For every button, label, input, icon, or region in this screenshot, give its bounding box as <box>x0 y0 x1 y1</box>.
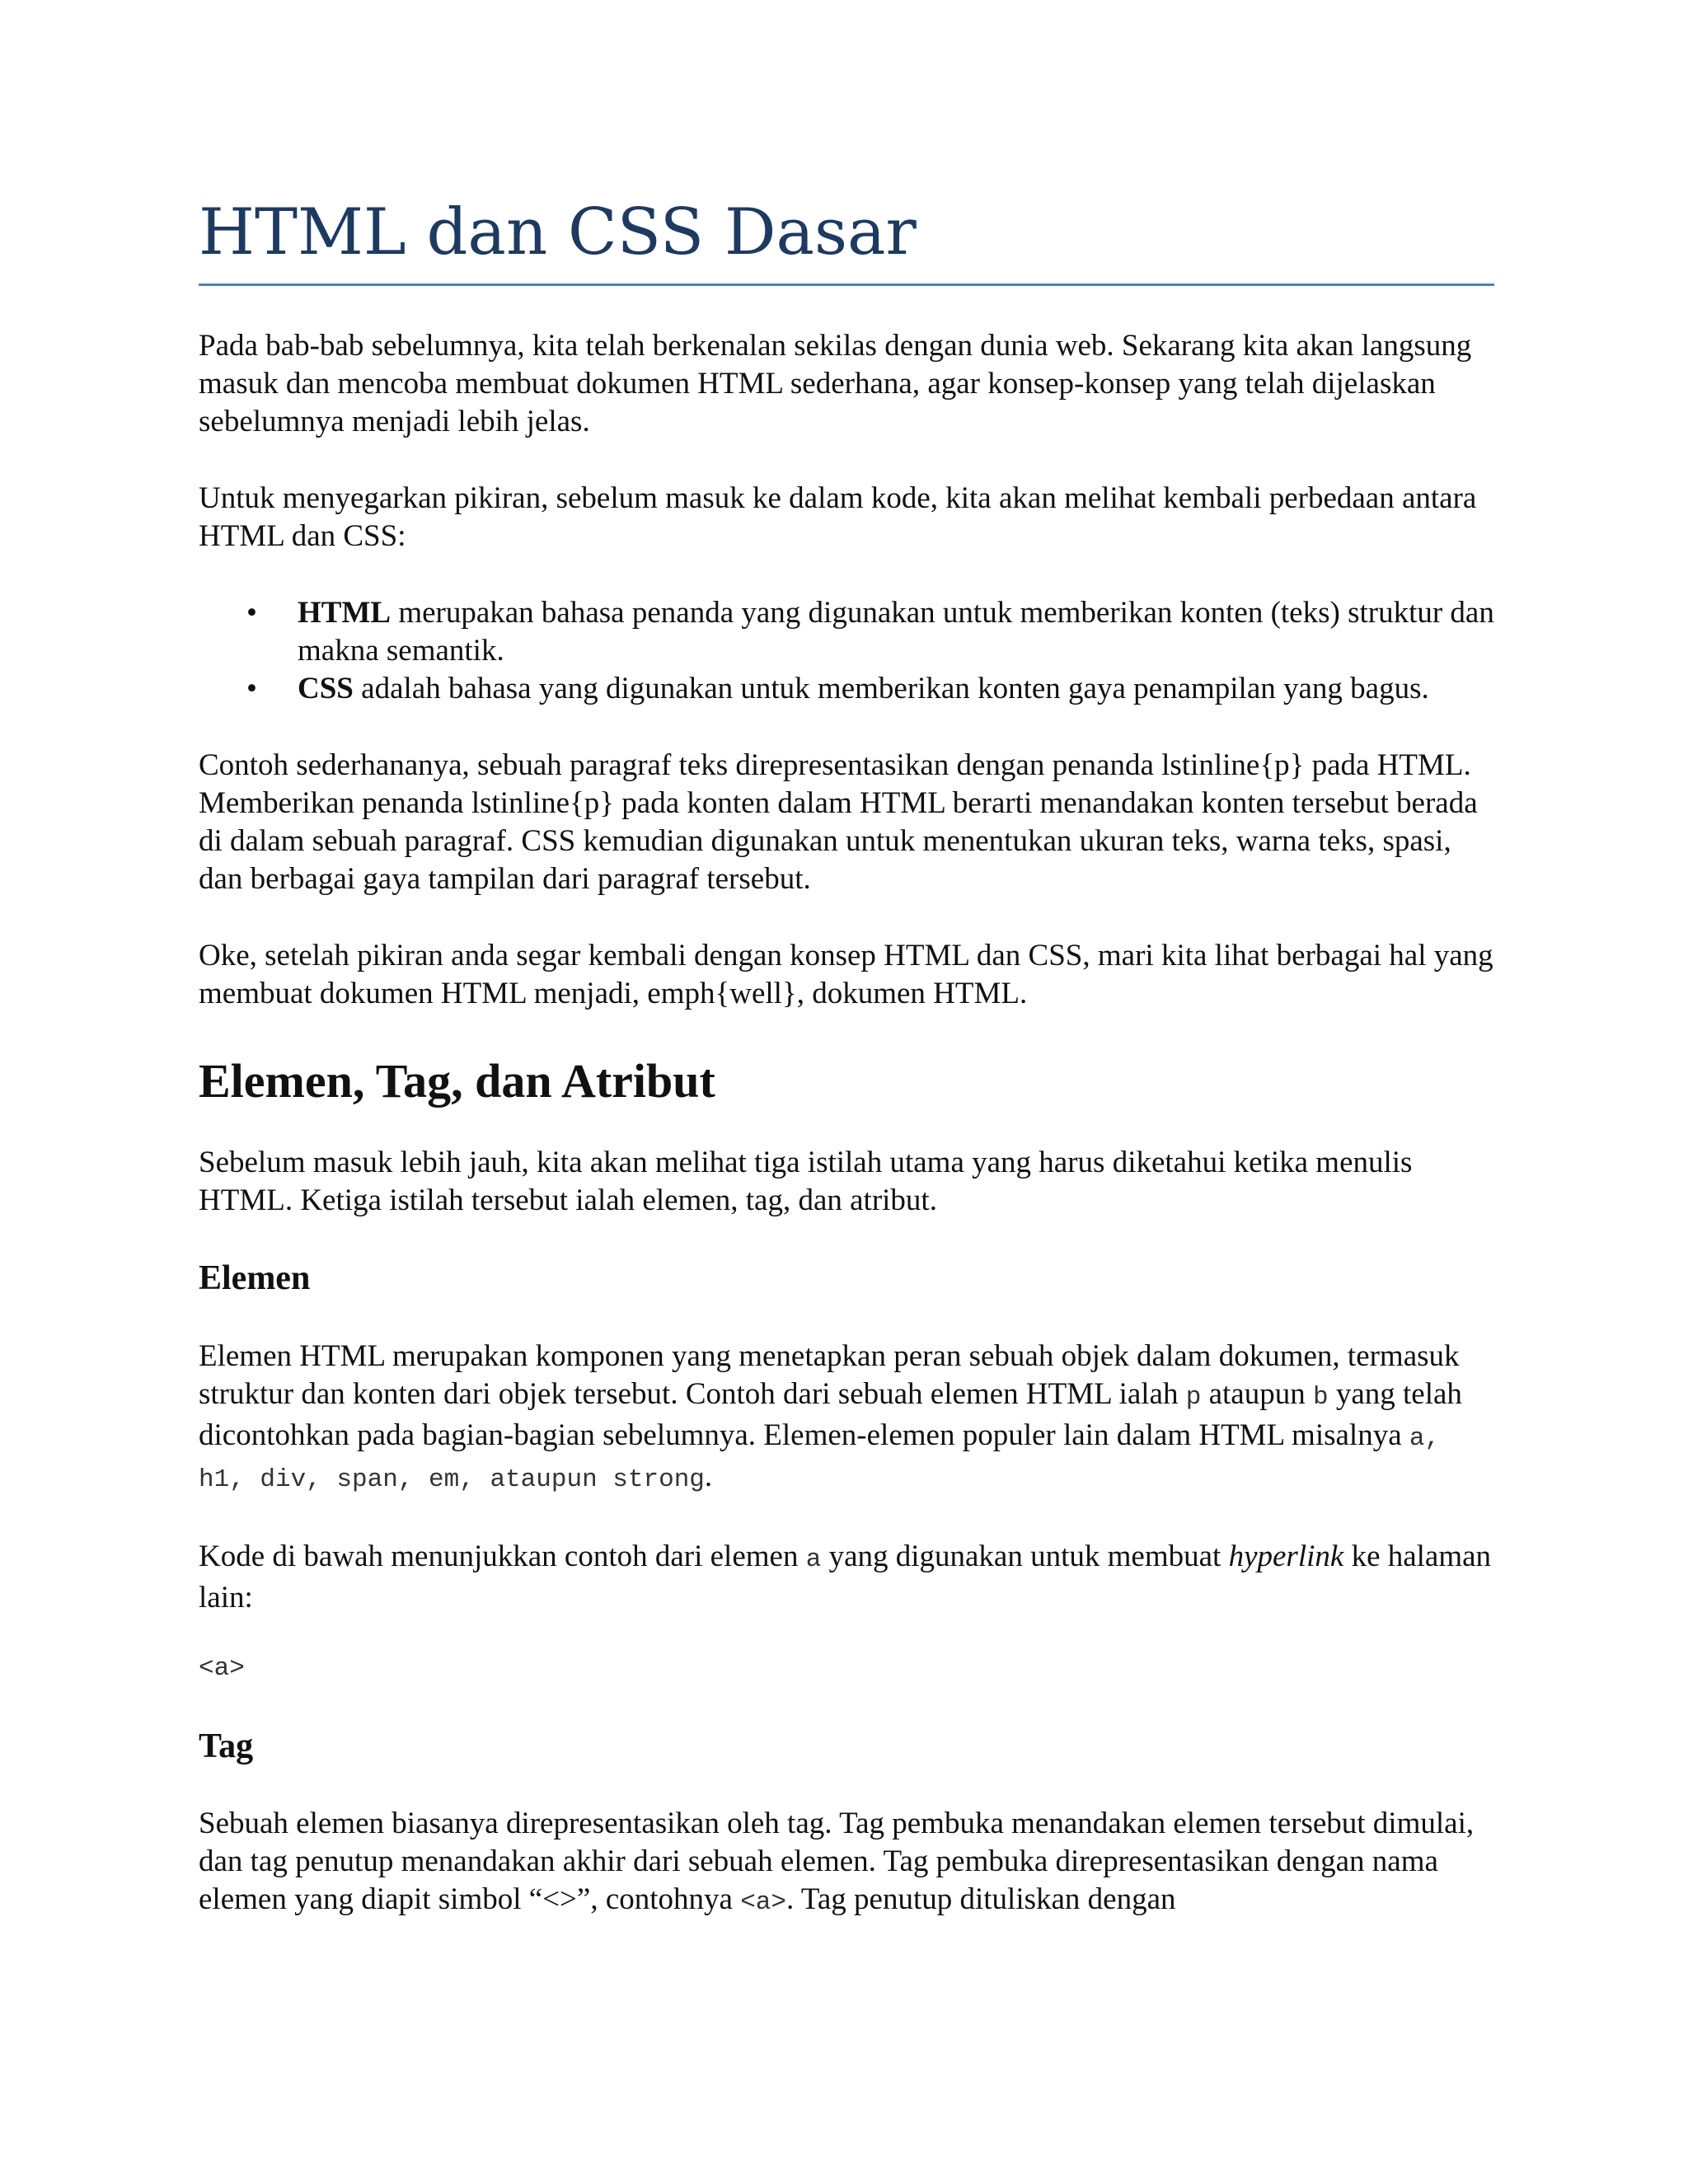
bullet-text: adalah bahasa yang digunakan untuk memberikan konten gaya penampilan yang bagus. <box>353 671 1429 705</box>
subsection-heading-elemen: Elemen <box>199 1259 311 1298</box>
html-css-bullet-list <box>199 594 1494 708</box>
intro-paragraph-3: Contoh sederhananya, sebuah paragraf teks direpresentasikan dengan penanda lstinline{p} pada HTML. Memberikan penanda lstinline{p} pada konten dalam HTML berarti menandakan konten tersebut berada di dalam sebuah paragraf. CSS kemudian digunakan untuk menentukan ukuran teks, warna teks, spasi, dan berbagai gaya tampilan dari paragraf tersebut. <box>199 748 1478 896</box>
elemen-paragraph-2 <box>199 1538 1494 1617</box>
text-run: . <box>704 1459 713 1493</box>
bullet-term: CSS <box>298 671 354 705</box>
code-example: <a> <box>199 1653 245 1683</box>
bullet-dot-icon: • <box>246 595 257 630</box>
subsection-heading-tag: Tag <box>199 1727 254 1765</box>
text-run: ataupun <box>1201 1376 1313 1411</box>
inline-code: a <box>805 1544 822 1574</box>
bullet-item-html <box>199 594 1494 670</box>
intro-paragraph-2: Untuk menyegarkan pikiran, sebelum masuk ke dalam kode, kita akan melihat kembali perbedaan antara HTML dan CSS: <box>199 480 1477 553</box>
text-run: Kode di bawah menunjukkan contoh dari elemen <box>199 1539 806 1573</box>
text-run: Elemen HTML merupakan komponen yang menetapkan peran sebuah objek dalam dokumen, termasuk struktur dan konten dari objek tersebut. Contoh dari sebuah elemen HTML ialah <box>199 1338 1460 1411</box>
bullet-text: merupakan bahasa penanda yang digunakan untuk memberikan konten (teks) struktur dan makna semantik. <box>298 595 1494 668</box>
elemen-paragraph-1 <box>199 1338 1494 1499</box>
intro-paragraph-4: Oke, setelah pikiran anda segar kembali dengan konsep HTML dan CSS, mari kita lihat berbagai hal yang membuat dokumen HTML menjadi, emph{well}, dokumen HTML. <box>199 938 1493 1010</box>
section-intro-paragraph: Sebelum masuk lebih jauh, kita akan melihat tiga istilah utama yang harus diketahui ketika menulis HTML. Ketiga istilah tersebut ialah elemen, tag, dan atribut. <box>199 1146 1413 1218</box>
document-page <box>199 194 1494 1922</box>
bullet-dot-icon: • <box>246 671 257 705</box>
text-run: . Tag penutup dituliskan dengan <box>786 1882 1176 1916</box>
text-run: yang digunakan untuk membuat <box>821 1539 1229 1573</box>
text-run: ke halaman lain: <box>199 1539 1492 1615</box>
tag-paragraph-1 <box>199 1805 1494 1922</box>
text-run: yang telah dicontohkan pada bagian-bagian sebelumnya. Elemen-elemen populer lain dalam HTML misalnya <box>199 1376 1462 1452</box>
bullet-item-css <box>199 670 1494 708</box>
document-title: HTML dan CSS Dasar <box>199 194 1494 286</box>
inline-code: p <box>1185 1382 1202 1412</box>
bullet-term: HTML <box>298 595 392 630</box>
intro-paragraph-1: Pada bab-bab sebelumnya, kita telah berkenalan sekilas dengan dunia web. Sekarang kita akan langsung masuk dan mencoba membuat dokumen HTML sederhana, agar konsep-konsep yang telah dijelaskan sebelumnya menjadi lebih jelas. <box>199 328 1472 438</box>
text-run: Sebuah elemen biasanya direpresentasikan oleh tag. Tag pembuka menandakan elemen tersebut dimulai, dan tag penutup menandakan akhir dari sebuah elemen. Tag pembuka direpresentasikan dengan nama elemen yang diapit simbol “<>”, contohnya <box>199 1806 1475 1916</box>
emphasis-text: hyperlink <box>1228 1539 1344 1573</box>
section-heading-elemen-tag-atribut: Elemen, Tag, dan Atribut <box>199 1053 715 1108</box>
inline-code: <a> <box>740 1887 787 1917</box>
inline-code: b <box>1312 1382 1329 1412</box>
inline-code: a, h1, div, span, em, ataupun strong <box>199 1423 1441 1494</box>
